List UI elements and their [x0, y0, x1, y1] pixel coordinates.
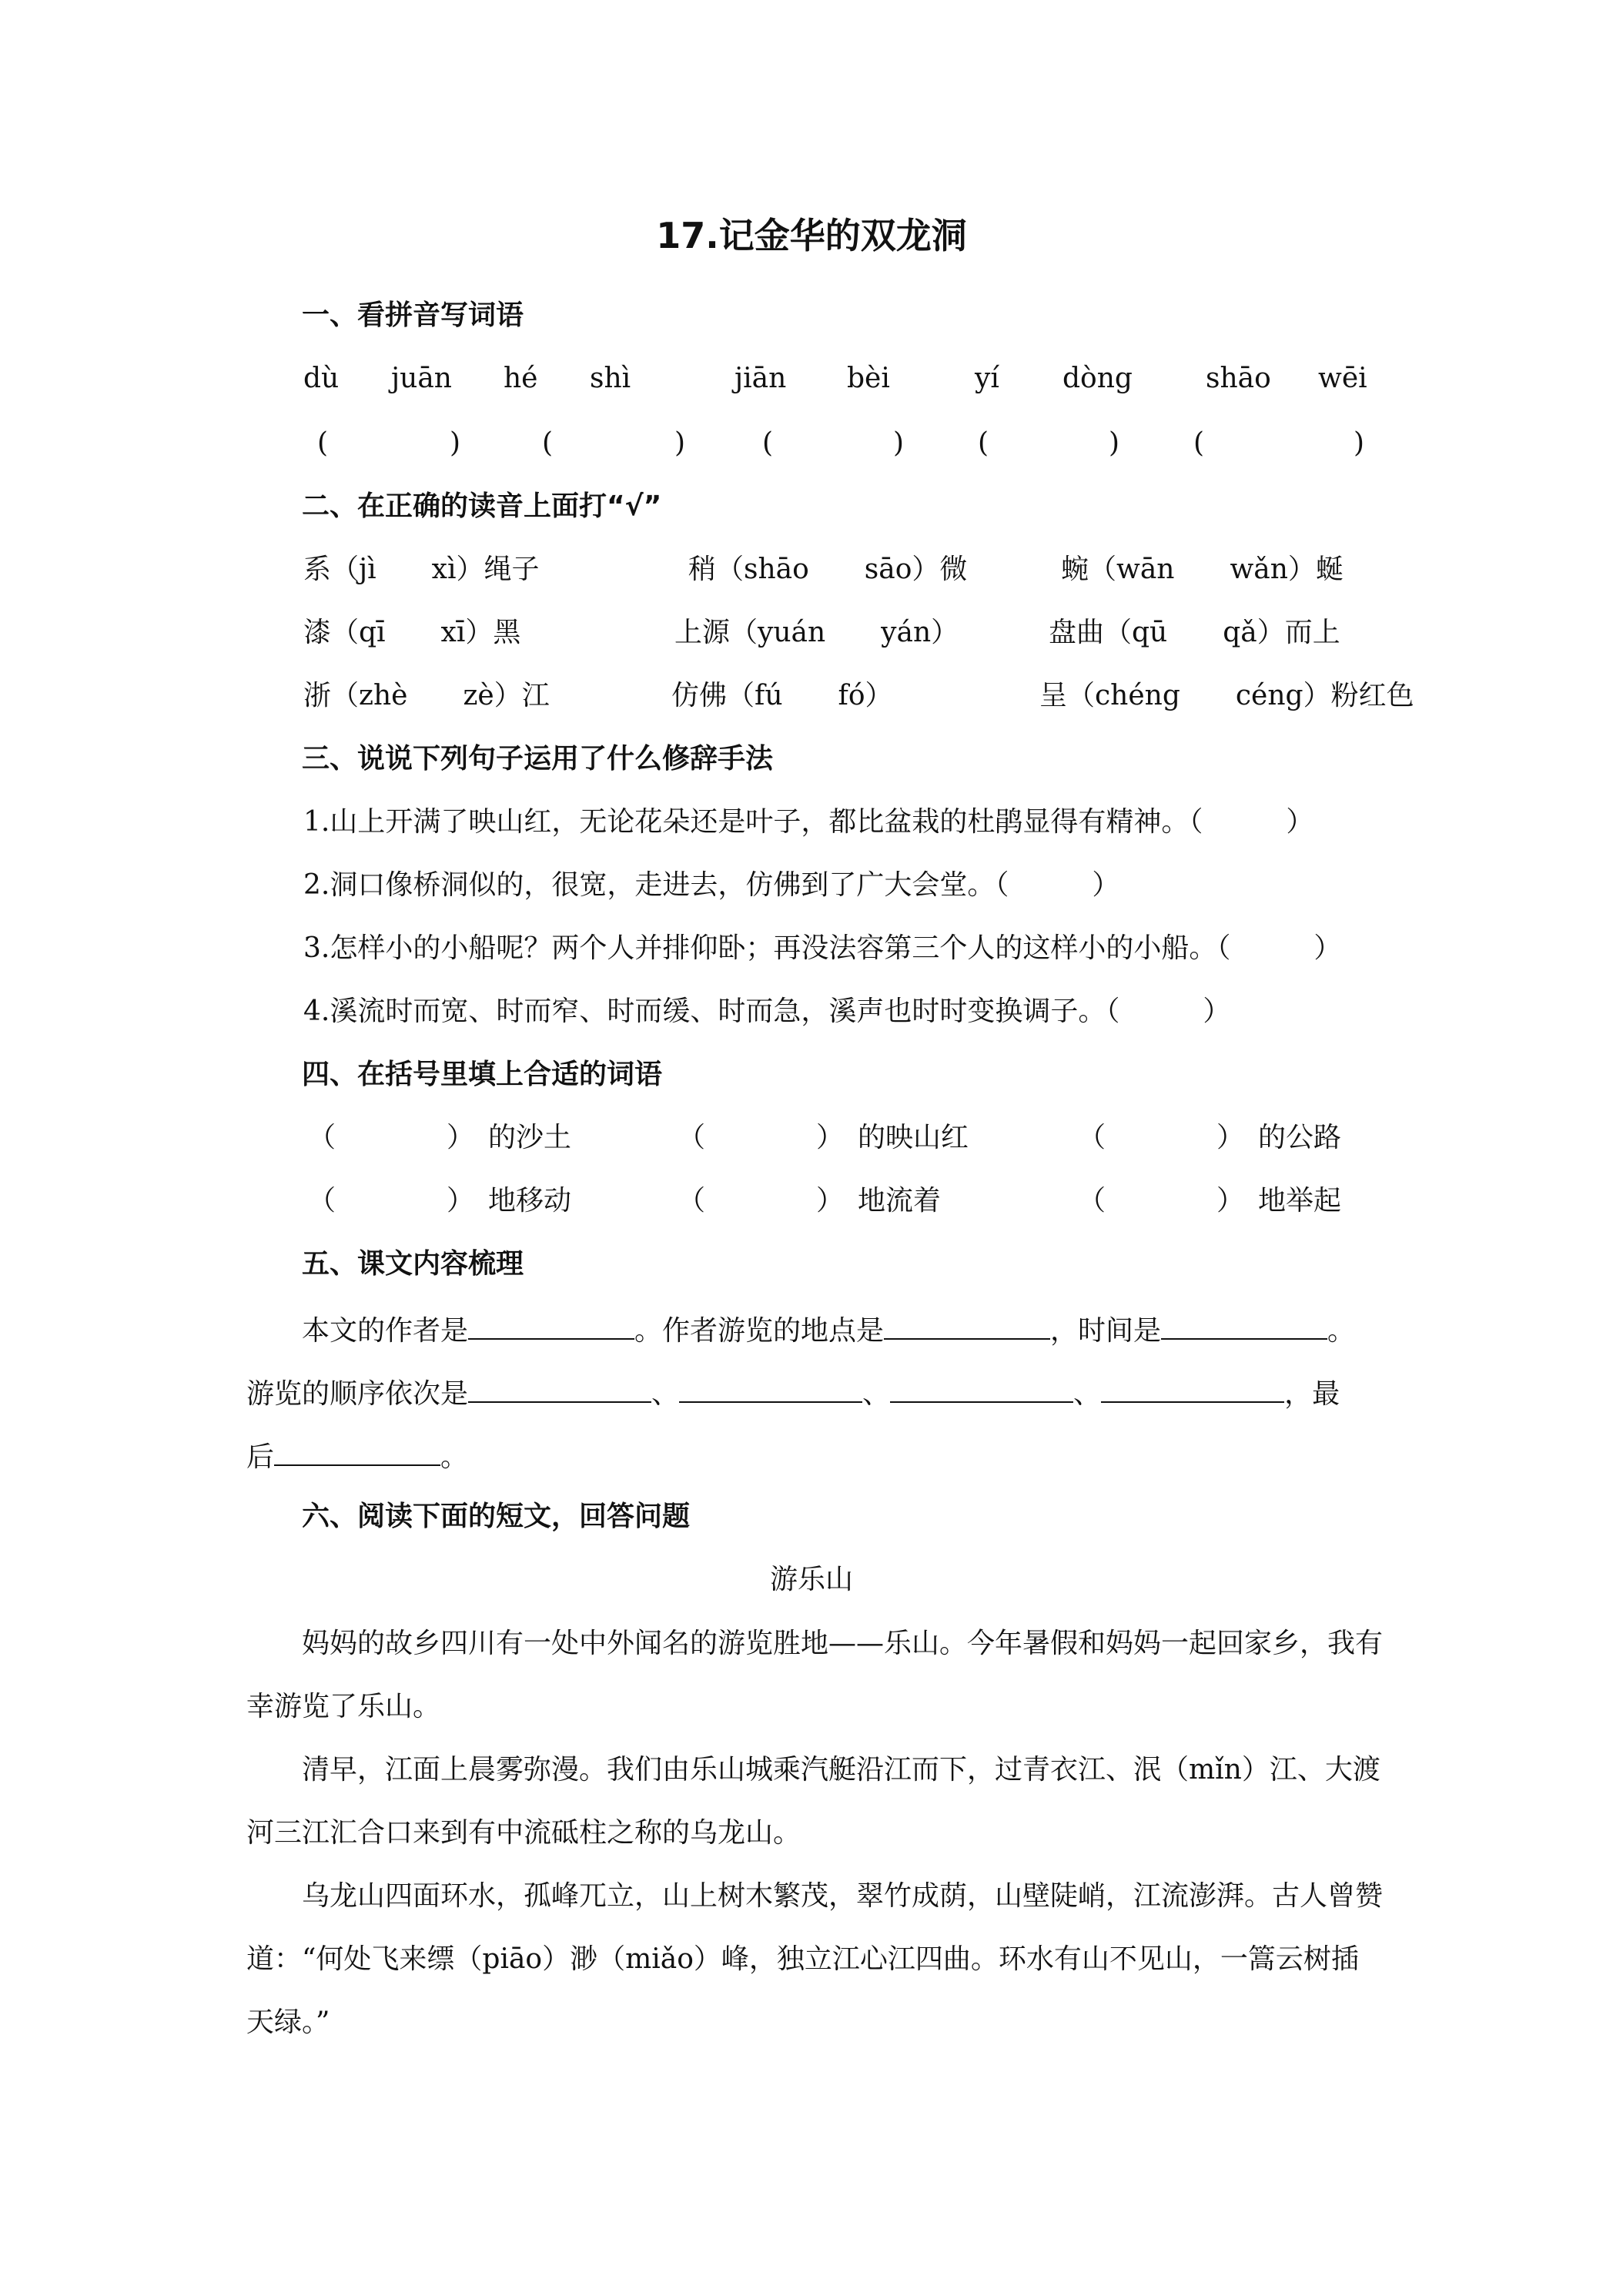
- section-2-heading: 二、在正确的读音上面打“√”: [302, 490, 662, 522]
- pronunciation-item: 浙（zhè zè）江: [303, 680, 550, 711]
- section-5-heading: 五、课文内容梳理: [302, 1248, 524, 1280]
- passage-title: 游乐山: [769, 1564, 853, 1595]
- answer-blank[interactable]: [468, 1375, 651, 1403]
- pronunciation-item: 稍（shāo sāo）微: [688, 554, 968, 585]
- rhetoric-question: 2.洞口像桥洞似的，很宽，走进去，仿佛到了广大会堂。（ ）: [303, 869, 1120, 901]
- paren-close: ）: [447, 1185, 475, 1217]
- paren-open: (: [542, 427, 554, 459]
- rhetoric-question: 3.怎样小的小船呢？两个人并排仰卧；再没法容第三个人的这样小的小船。（ ）: [303, 932, 1342, 964]
- summary-line-3: 后 。: [246, 1438, 468, 1473]
- rhetoric-question: 1.山上开满了映山红，无论花朵还是叶子，都比盆栽的杜鹃显得有精神。（ ）: [303, 806, 1314, 838]
- answer-blank[interactable]: [884, 1312, 1050, 1340]
- section-1-heading: 一、看拼音写词语: [302, 300, 524, 331]
- paren-open: （: [308, 1122, 336, 1153]
- passage-paragraph: 乌龙山四面环水，孤峰兀立，山上树木繁茂，翠竹成荫，山壁陡峭，江流澎湃。古人曾赞道：“何处飞来缥（piāo）渺（miǎo）峰，独立江心江四曲。环水有山不见山，一篙云树插天绿。”: [246, 1880, 1384, 2038]
- fill-word-suffix: 的公路: [1258, 1122, 1342, 1153]
- pronunciation-item: 上源（yuán yán）: [674, 617, 959, 648]
- paren-open: （: [1078, 1122, 1106, 1153]
- summary-line-2: 游览的顺序依次是 、 、 、 ，最: [246, 1375, 1340, 1410]
- paren-close: ): [893, 427, 905, 459]
- answer-blank[interactable]: [468, 1312, 634, 1340]
- pinyin-syllable: shì: [590, 363, 631, 394]
- pinyin-syllable: bèi: [847, 363, 890, 394]
- paren-close: ): [450, 427, 461, 459]
- pinyin-syllable: dòng: [1062, 363, 1133, 394]
- paren-close: ）: [816, 1122, 845, 1153]
- pinyin-syllable: dù: [303, 363, 340, 394]
- pronunciation-item: 蜿（wān wǎn）蜒: [1061, 554, 1344, 585]
- paren-open: （: [308, 1185, 336, 1217]
- paren-close: ）: [447, 1122, 475, 1153]
- paren-close: ): [674, 427, 686, 459]
- page-title: 17.记金华的双龙洞: [656, 215, 967, 256]
- pronunciation-item: 仿佛（fú fó）: [671, 680, 893, 711]
- section-6-heading: 六、阅读下面的短文，回答问题: [302, 1501, 691, 1532]
- paren-open: (: [978, 427, 989, 459]
- paren-close: ）: [816, 1185, 845, 1217]
- answer-blank[interactable]: [679, 1375, 862, 1403]
- paren-open: （: [1078, 1185, 1106, 1217]
- paren-open: (: [317, 427, 329, 459]
- passage-paragraph: 妈妈的故乡四川有一处中外闻名的游览胜地——乐山。今年暑假和妈妈一起回家乡，我有幸游览了乐山。: [246, 1628, 1384, 1722]
- pinyin-syllable: wēi: [1318, 363, 1367, 394]
- answer-blank[interactable]: [890, 1375, 1073, 1403]
- pronunciation-item: 盘曲（qū qǎ）而上: [1049, 617, 1340, 648]
- pinyin-syllable: juān: [391, 363, 452, 394]
- paren-close: ): [1109, 427, 1120, 459]
- pinyin-syllable: jiān: [735, 363, 787, 394]
- fill-word-suffix: 的沙土: [488, 1122, 572, 1153]
- fill-word-suffix: 的映山红: [858, 1122, 969, 1153]
- answer-blank[interactable]: [1101, 1375, 1284, 1403]
- paren-open: （: [678, 1185, 706, 1217]
- pronunciation-item: 呈（chéng céng）粉红色: [1039, 680, 1414, 711]
- section-4-heading: 四、在括号里填上合适的词语: [302, 1059, 663, 1090]
- fill-word-suffix: 地移动: [488, 1185, 572, 1217]
- paren-close: ）: [1216, 1122, 1245, 1153]
- section-3-heading: 三、说说下列句子运用了什么修辞手法: [302, 743, 774, 775]
- pinyin-syllable: hé: [504, 363, 538, 394]
- fill-word-suffix: 地举起: [1258, 1185, 1342, 1217]
- pronunciation-item: 系（jì xì）绳子: [303, 554, 540, 585]
- answer-blank[interactable]: [1161, 1312, 1327, 1340]
- passage-paragraph: 清早，江面上晨雾弥漫。我们由乐山城乘汽艇沿江而下，过青衣江、泯（mǐn）江、大渡河三江汇合口来到有中流砥柱之称的乌龙山。: [246, 1754, 1380, 1849]
- pinyin-syllable: shāo: [1206, 363, 1271, 394]
- paren-close: ）: [1216, 1185, 1245, 1217]
- rhetoric-question: 4.溪流时而宽、时而窄、时而缓、时而急，溪声也时时变换调子。（ ）: [303, 996, 1231, 1027]
- summary-line-1: 本文的作者是 。作者游览的地点是 ，时间是 。: [302, 1312, 1355, 1347]
- paren-open: (: [1193, 427, 1205, 459]
- paren-open: (: [762, 427, 774, 459]
- pinyin-syllable: yí: [975, 363, 999, 394]
- answer-blank[interactable]: [274, 1438, 440, 1466]
- pronunciation-item: 漆（qī xī）黑: [303, 617, 521, 648]
- paren-open: （: [678, 1122, 706, 1153]
- paren-close: ): [1354, 427, 1365, 459]
- fill-word-suffix: 地流着: [858, 1185, 942, 1217]
